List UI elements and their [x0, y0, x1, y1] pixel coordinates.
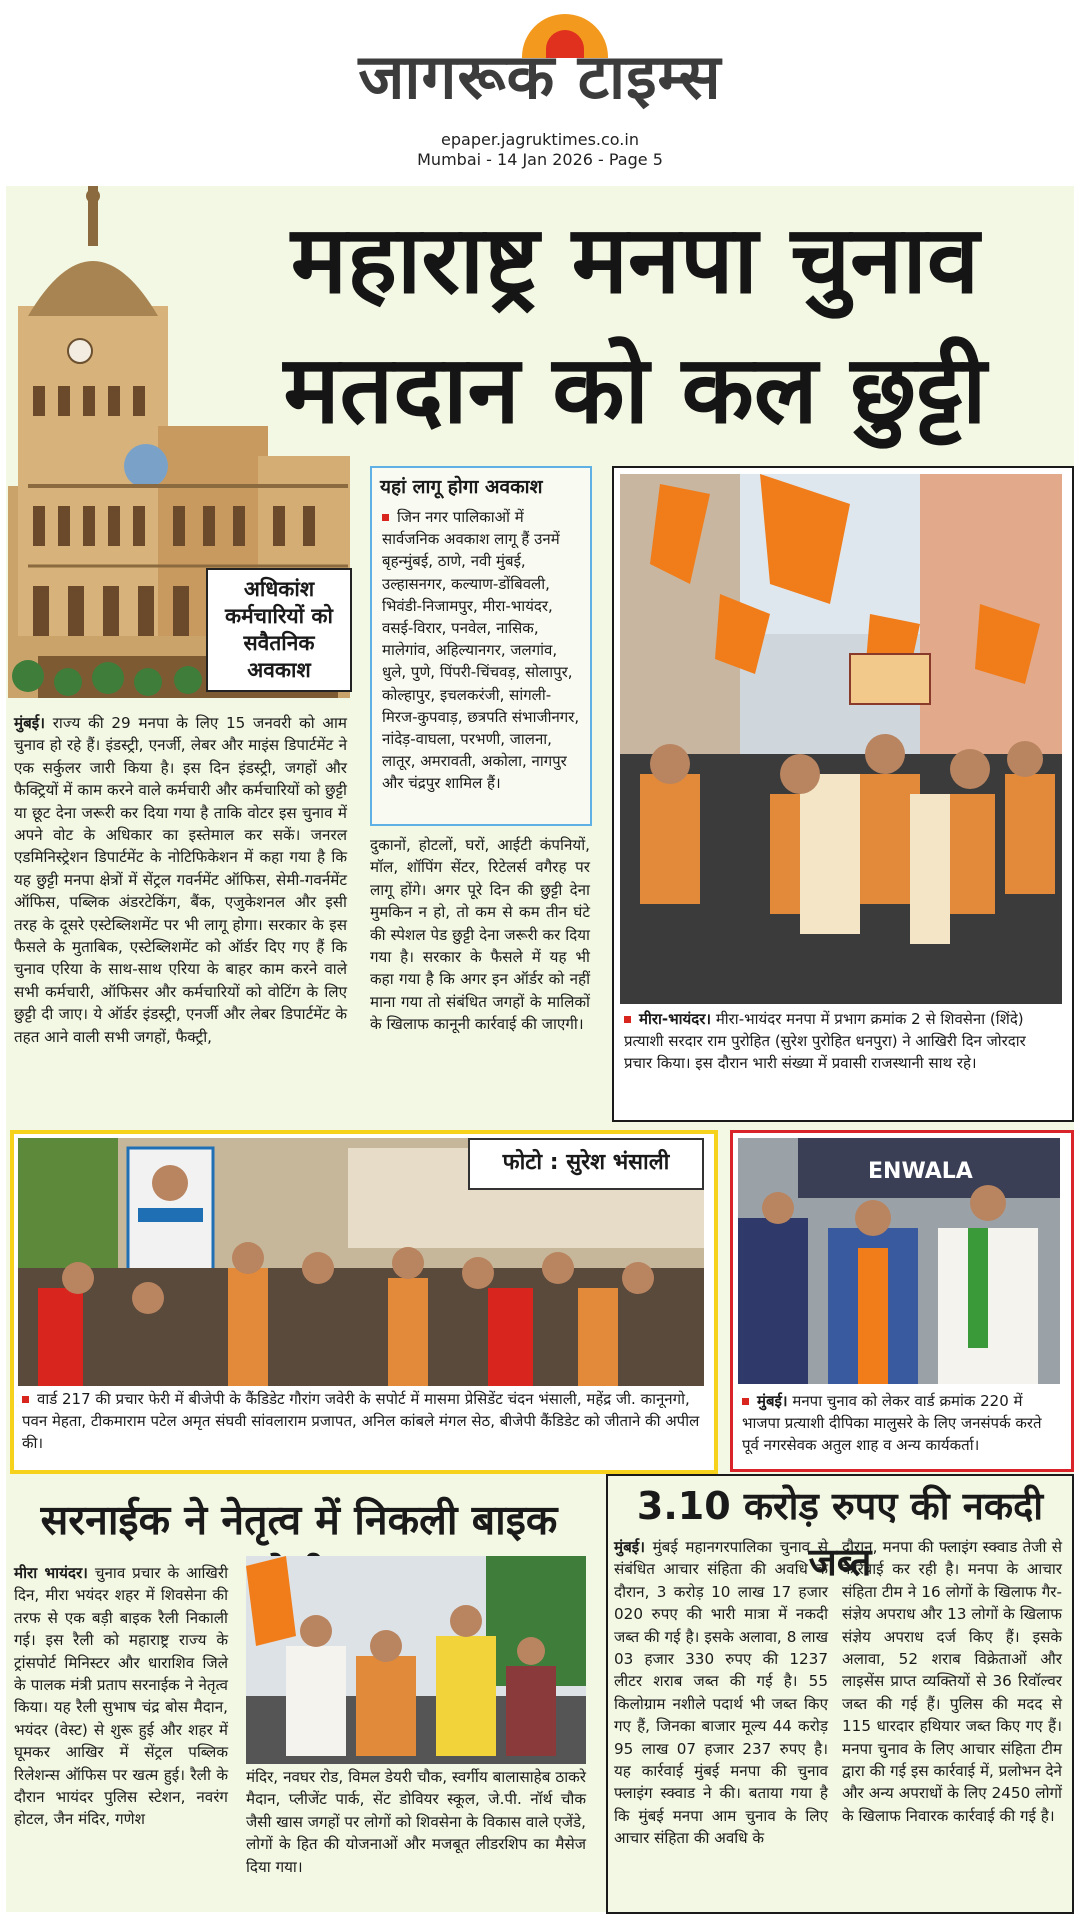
bullet-square-icon: [382, 514, 389, 521]
cash-seizure-headline[interactable]: 3.10 करोड़ रुपए की नकदी जब्त: [636, 1484, 1044, 1584]
newspaper-logo[interactable]: जागरूक टाइम्स: [358, 40, 722, 113]
sidebox-body: [372, 502, 590, 799]
photo1-caption-text: मीरा-भायंदर मनपा में प्रभाग क्रमांक 2 से शिवसेना (शिंदे) प्रत्याशी सरदार राम पुरोहित (सुरेश पुरोहित धनपुरा) ने आखिरी दिन जोरदार प्रचार किया। इस दौरान भारी संख्या में प्रवासी राजस्थानी साथ रहे।: [624, 1010, 1026, 1072]
bike-rally-col1: [14, 1562, 228, 1831]
bullet-square-icon: [742, 1398, 749, 1405]
lead-col1-text: राज्य की 29 मनपा के लिए 15 जनवरी को आम चुनाव हो रहे हैं। इंडस्ट्री, एनर्जी, लेबर और माइंस डिपार्टमेंट ने एक सर्कुलर जारी किया है। इस दिन इंडस्ट्री, जगहों और फैक्ट्रियों में काम करने वाले कर्मचारी और कर्मचारियों को छुट्टी या छूट देना जरूरी कर दिया गया है ताकि वोटर इस चुनाव में अपने वोट के अधिकार का इस्तेमाल कर सकें। जनरल एडमिनिस्ट्रेशन डिपार्टमेंट के नोटिफिकेशन में कहा गया है कि यह छुट्टी मनपा क्षेत्रों में सेंट्रल गवर्नमेंट ऑफिस, सेमी-गवर्नमेंट ऑफिस, पब्लिक अंडरटेकिंग, बैंक, एजुकेशनल और इसी तरह के दूसरे एस्टेब्लिशमेंट पर भी लागू होगा। सरकार के इस फैसले के मुताबिक, एस्टेब्लिशमेंट को ऑर्डर दिए गए हैं कि चुनाव एरिया के साथ-साथ एरिया के बाहर काम करने वाले सभी कर्मचारी, ऑफिसर और कर्मचारियों को वोटिंग के लिए छुट्टी दी जाए। ये ऑर्डर इंडस्ट्री, एनर्जी और लेबर डिपार्टमेंट के तहत आने वाली सभी जगहों, फैक्ट्री,: [14, 714, 347, 1046]
cash-seizure-col1: [614, 1536, 828, 1850]
photo-credit: फोटो : सुरेश भंसाली: [468, 1138, 704, 1190]
sidebox-text: जिन नगर पालिकाओं में सार्वजनिक अवकाश लागू हैं उनमें बृहन्मुंबई, ठाणे, नवी मुंबई, उल्हासनगर, कल्याण-डोंबिवली, भिवंडी-निजामपुर, मीरा-भायंदर, वसई-विरार, पनवेल, नासिक, मालेगांव, अहिल्यानगर, जलगांव, धुले, पुणे, पिंपरी-चिंचवड़, सोलापुर, कोल्हापुर, इचलकरंजी, सांगली-मिरज-कुपवाड़, छत्रपति संभाजीनगर, नांदेड़-वाघला, परभणी, जालना, लातूर, अमरावती, अकोला, नागपुर और चंद्रपुर शामिल हैं।: [382, 508, 580, 793]
photo3-caption-text: मनपा चुनाव को लेकर वार्ड क्रमांक 220 में भाजपा प्रत्याशी दीपिका मालुसरे के लिए जनसंपर्क करते पूर्व नगरसेवक अतुल शाह व अन्य कार्यकर्ता।: [742, 1392, 1042, 1454]
bullet-square-icon: [624, 1016, 631, 1023]
bullet-square-icon: [22, 1396, 29, 1403]
main-headline[interactable]: [205, 196, 1065, 456]
headline-line-1: महाराष्ट्र मनपा चुनाव: [290, 206, 980, 315]
lead-story-col2: दुकानों, होटलों, घरों, आईटी कंपनियों, मॉल, शॉपिंग सेंटर, रिटेलर्स वगैरह पर लागू होंगे। अगर पूरे दिन की छुट्टी देना मुमकिन न हो, तो कम से कम तीन घंटे की स्पेशल पेड छुट्टी देना जरूरी कर दिया गया है। सरकार के फैसले में यह भी कहा गया है कि अगर इन ऑर्डर को नहीं माना गया तो संबंधित जगहों के मालिकों के खिलाफ कानूनी कार्रवाई की जाएगी।: [370, 836, 590, 1034]
sidebox-title: यहां लागू होगा अवकाश: [380, 476, 543, 498]
bike-rally-col1-text: चुनाव प्रचार के आखिरी दिन, मीरा भयंदर शहर में शिवसेना की तरफ से एक बड़ी बाइक रैली निकाली गई। इस रैली को महाराष्ट्र राज्य के ट्रांसपोर्ट मिनिस्टर और धाराशिव जिले के पालक मंत्री प्रताप सरनाईक ने नेतृत्व किया। यह रैली सुभाष चंद्र बोस मैदान, भयंदर (वेस्ट) से शुरू हुई और शहर में घूमकर आखिर में सेंट्रल पब्लिक रिलेशन्स ऑफिस पर खत्म हुई। रैली के दौरान भायंदर पुलिस स्टेशन, नवरंग होटल, जैन मंदिर, गणेश: [14, 1564, 229, 1829]
bike-rally-dateline: मीरा भायंदर।: [14, 1564, 88, 1582]
epaper-url[interactable]: epaper.jagruktimes.co.in: [441, 130, 639, 149]
ward-220-campaign-photo: [738, 1138, 1060, 1384]
cash-seizure-col2: दौरान, मनपा की फ्लाइंग स्क्वाड तेजी से कार्रवाई कर रही है। मनपा के आचार संहिता टीम ने 16 लोगों के खिलाफ गैर-संज्ञेय अपराध और 13 लोगों के खिलाफ संज्ञेय अपराध दर्ज किए हैं। इसके अलावा, 52 शराब विक्रेताओं और लाइसेंस प्राप्त व्यक्तियों से 36 रिवॉल्वर जब्त की गई हैं। पुलिस की मदद से 115 धारदार हथियार जब्त किए गए हैं। मनपा चुनाव के लिए आचार संहिता टीम द्वारा की गई इस कार्रवाई में, प्रलोभन देने और अन्य अपराधों के लिए 2450 लोगों के खिलाफ निवारक कार्रवाई की गई है।: [842, 1538, 1062, 1825]
photo1-caption: [624, 1008, 1044, 1074]
headline-line-2: मतदान को कल छुट्टी: [283, 336, 987, 445]
photo2-caption: [22, 1388, 702, 1454]
holiday-sidebox: [370, 466, 592, 826]
edition-line: Mumbai - 14 Jan 2026 - Page 5: [417, 150, 663, 169]
lead-dateline: मुंबई।: [14, 714, 45, 732]
photo2-caption-text: वार्ड 217 की प्रचार फेरी में बीजेपी के कैंडिडेट गौरांग जवेरी के सपोर्ट में मासमा प्रेसिडेंट चंदन भंसाली, महेंद्र जी. कानूनगो, पवन मेहता, टीकमाराम पटेल अमृत संघवी सांवलाराम प्रजापत, अनिल कांबले मंगल सेठ, बीजेपी कैंडिडेट को जीताने की अपील की।: [22, 1390, 700, 1452]
bike-rally-headline[interactable]: सरनाईक ने नेतृत्व में निकली बाइक: [40, 1496, 558, 1544]
lead-story-col1: [14, 712, 347, 1048]
shop-sign-text: ENWALA: [868, 1159, 973, 1184]
photo-caption-box: अधिकांश कर्मचारियों को सवैतनिक अवकाश: [206, 568, 352, 692]
cash-seizure-col1-text: मुंबई महानगरपालिका चुनाव से संबंधित आचार संहिता की अवधि के दौरान, 3 करोड़ 10 लाख 17 हजार 020 रुपए की भारी मात्रा में नकदी जब्त की गई है। इसके अलावा, 8 लाख 03 हजार 330 रुपए की 1237 लीटर शराब जब्त की गई है। 55 किलोग्राम नशीले पदार्थ भी जब्त किए गए हैं, जिनका बाजार मूल्य 44 करोड़ 95 लाख 07 हजार 237 रुपए है। यह कार्रवाई मुंबई मनपा की चुनाव फ्लाइंग स्क्वाड ने की। बताया गया है कि मुंबई मनपा आम चुनाव के लिए आचार संहिता की अवधि के: [614, 1538, 828, 1848]
cash-seizure-dateline: मुंबई।: [614, 1538, 645, 1556]
campaign-rally-photo: [620, 474, 1062, 1004]
bike-rally-col2: मंदिर, नवघर रोड, विमल डेयरी चौक, स्वर्गीय बालासाहेब ठाकरे मैदान, प्लीजेंट पार्क, सेंट डोवियर स्कूल, जे.पी. नॉर्थ चौक जैसी खास जगहों पर लोगों को शिवसेना के विकास वाले एजेंडे, लोगों के हित की योजनाओं और मजबूत लीडरशिप का मैसेज दिया गया।: [246, 1768, 586, 1876]
photo3-caption: [742, 1390, 1060, 1456]
bike-rally-photo: [246, 1556, 586, 1764]
photo3-caption-dateline: मुंबई।: [757, 1392, 788, 1410]
photo1-caption-dateline: मीरा-भायंदर।: [639, 1010, 712, 1028]
